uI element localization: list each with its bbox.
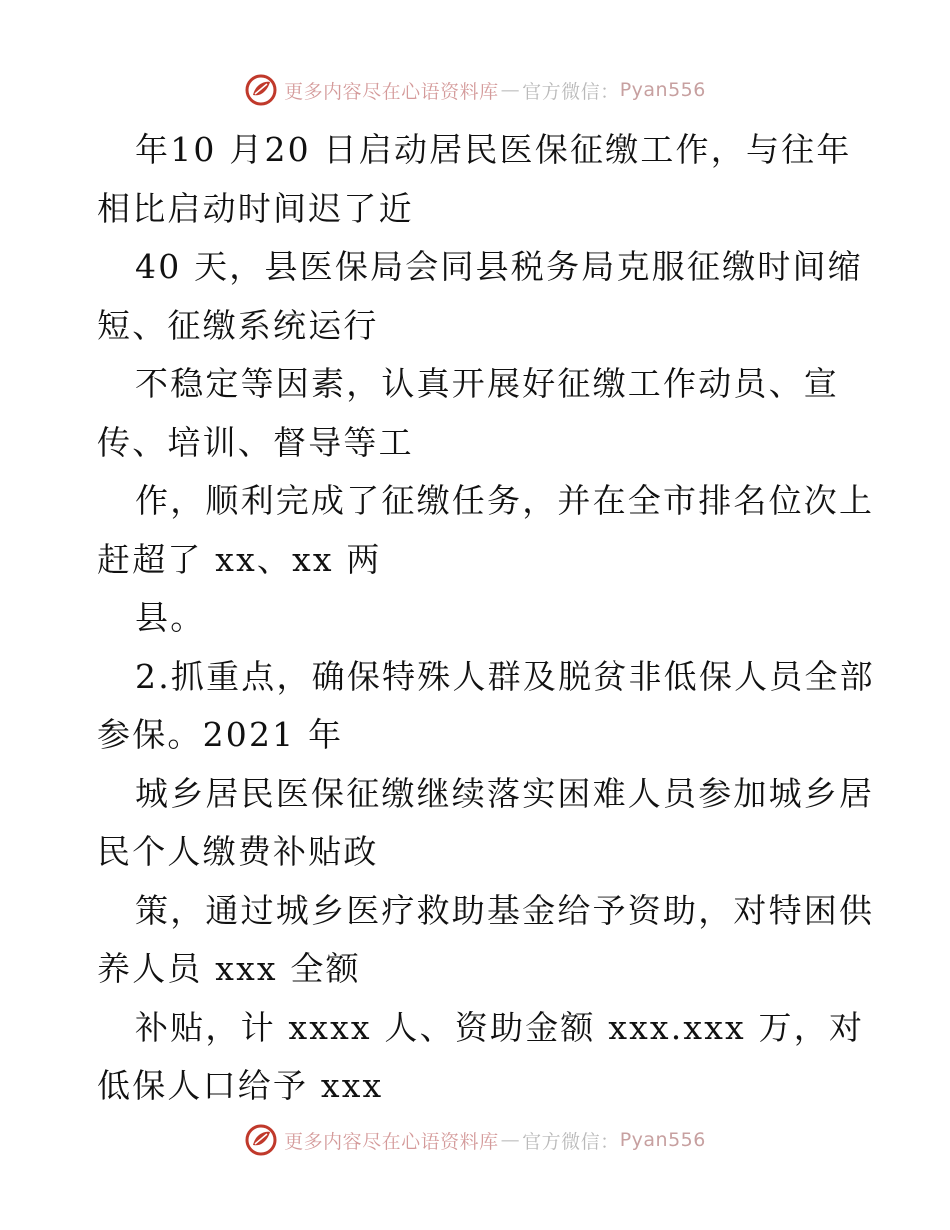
text-line: 不稳定等因素，认真开展好征缴工作动员、宣 bbox=[135, 364, 839, 403]
text-line: 2.抓重点，确保特殊人群及脱贫非低保人员全部 bbox=[135, 656, 875, 696]
text-line: 作，顺利完成了征缴任务，并在全市排名位次上 bbox=[135, 481, 875, 520]
watermark-separator: — bbox=[500, 79, 521, 101]
text-line: 年10 月20 日启动居民医保征缴工作，与往年 bbox=[135, 130, 852, 169]
text-line: 短、征缴系统运行 bbox=[97, 305, 379, 345]
watermark-wechat-id: Pyan556 bbox=[619, 79, 706, 101]
text-line: 民个人缴费补贴政 bbox=[97, 832, 379, 871]
text-line: 传、培训、督导等工 bbox=[97, 422, 414, 462]
text-line: 赶超了 xx、xx 两 bbox=[97, 539, 382, 579]
text-line: 养人员 xxx 全额 bbox=[97, 949, 361, 988]
leaf-heart-logo-icon bbox=[244, 73, 278, 107]
footer-watermark bbox=[0, 1120, 950, 1160]
watermark-wechat-id: Pyan556 bbox=[619, 1129, 706, 1151]
text-line: 策，通过城乡医疗救助基金给予资助，对特困供 bbox=[135, 890, 875, 930]
watermark-tail-text: 官方微信： bbox=[522, 1130, 620, 1153]
text-line: 相比启动时间迟了近 bbox=[97, 188, 414, 228]
header-watermark bbox=[0, 70, 950, 110]
watermark-main-text: 更多内容尽在心语资料库 bbox=[284, 1130, 499, 1153]
text-line: 参保。2021 年 bbox=[97, 715, 344, 754]
document-body bbox=[97, 121, 877, 1116]
text-line: 补贴，计 xxxx 人、资助金额 xxx.xxx 万，对 bbox=[135, 1007, 865, 1047]
leaf-heart-logo-icon bbox=[244, 1123, 278, 1157]
text-line: 低保人口给予 xxx bbox=[97, 1066, 384, 1105]
text-line: 县。 bbox=[135, 598, 206, 637]
text-line: 40 天，县医保局会同县税务局克服征缴时间缩 bbox=[135, 247, 863, 286]
watermark-separator: — bbox=[500, 1129, 521, 1151]
watermark-main-text: 更多内容尽在心语资料库 bbox=[284, 80, 499, 103]
text-line: 城乡居民医保征缴继续落实困难人员参加城乡居 bbox=[135, 773, 875, 813]
watermark-tail-text: 官方微信： bbox=[522, 80, 620, 103]
